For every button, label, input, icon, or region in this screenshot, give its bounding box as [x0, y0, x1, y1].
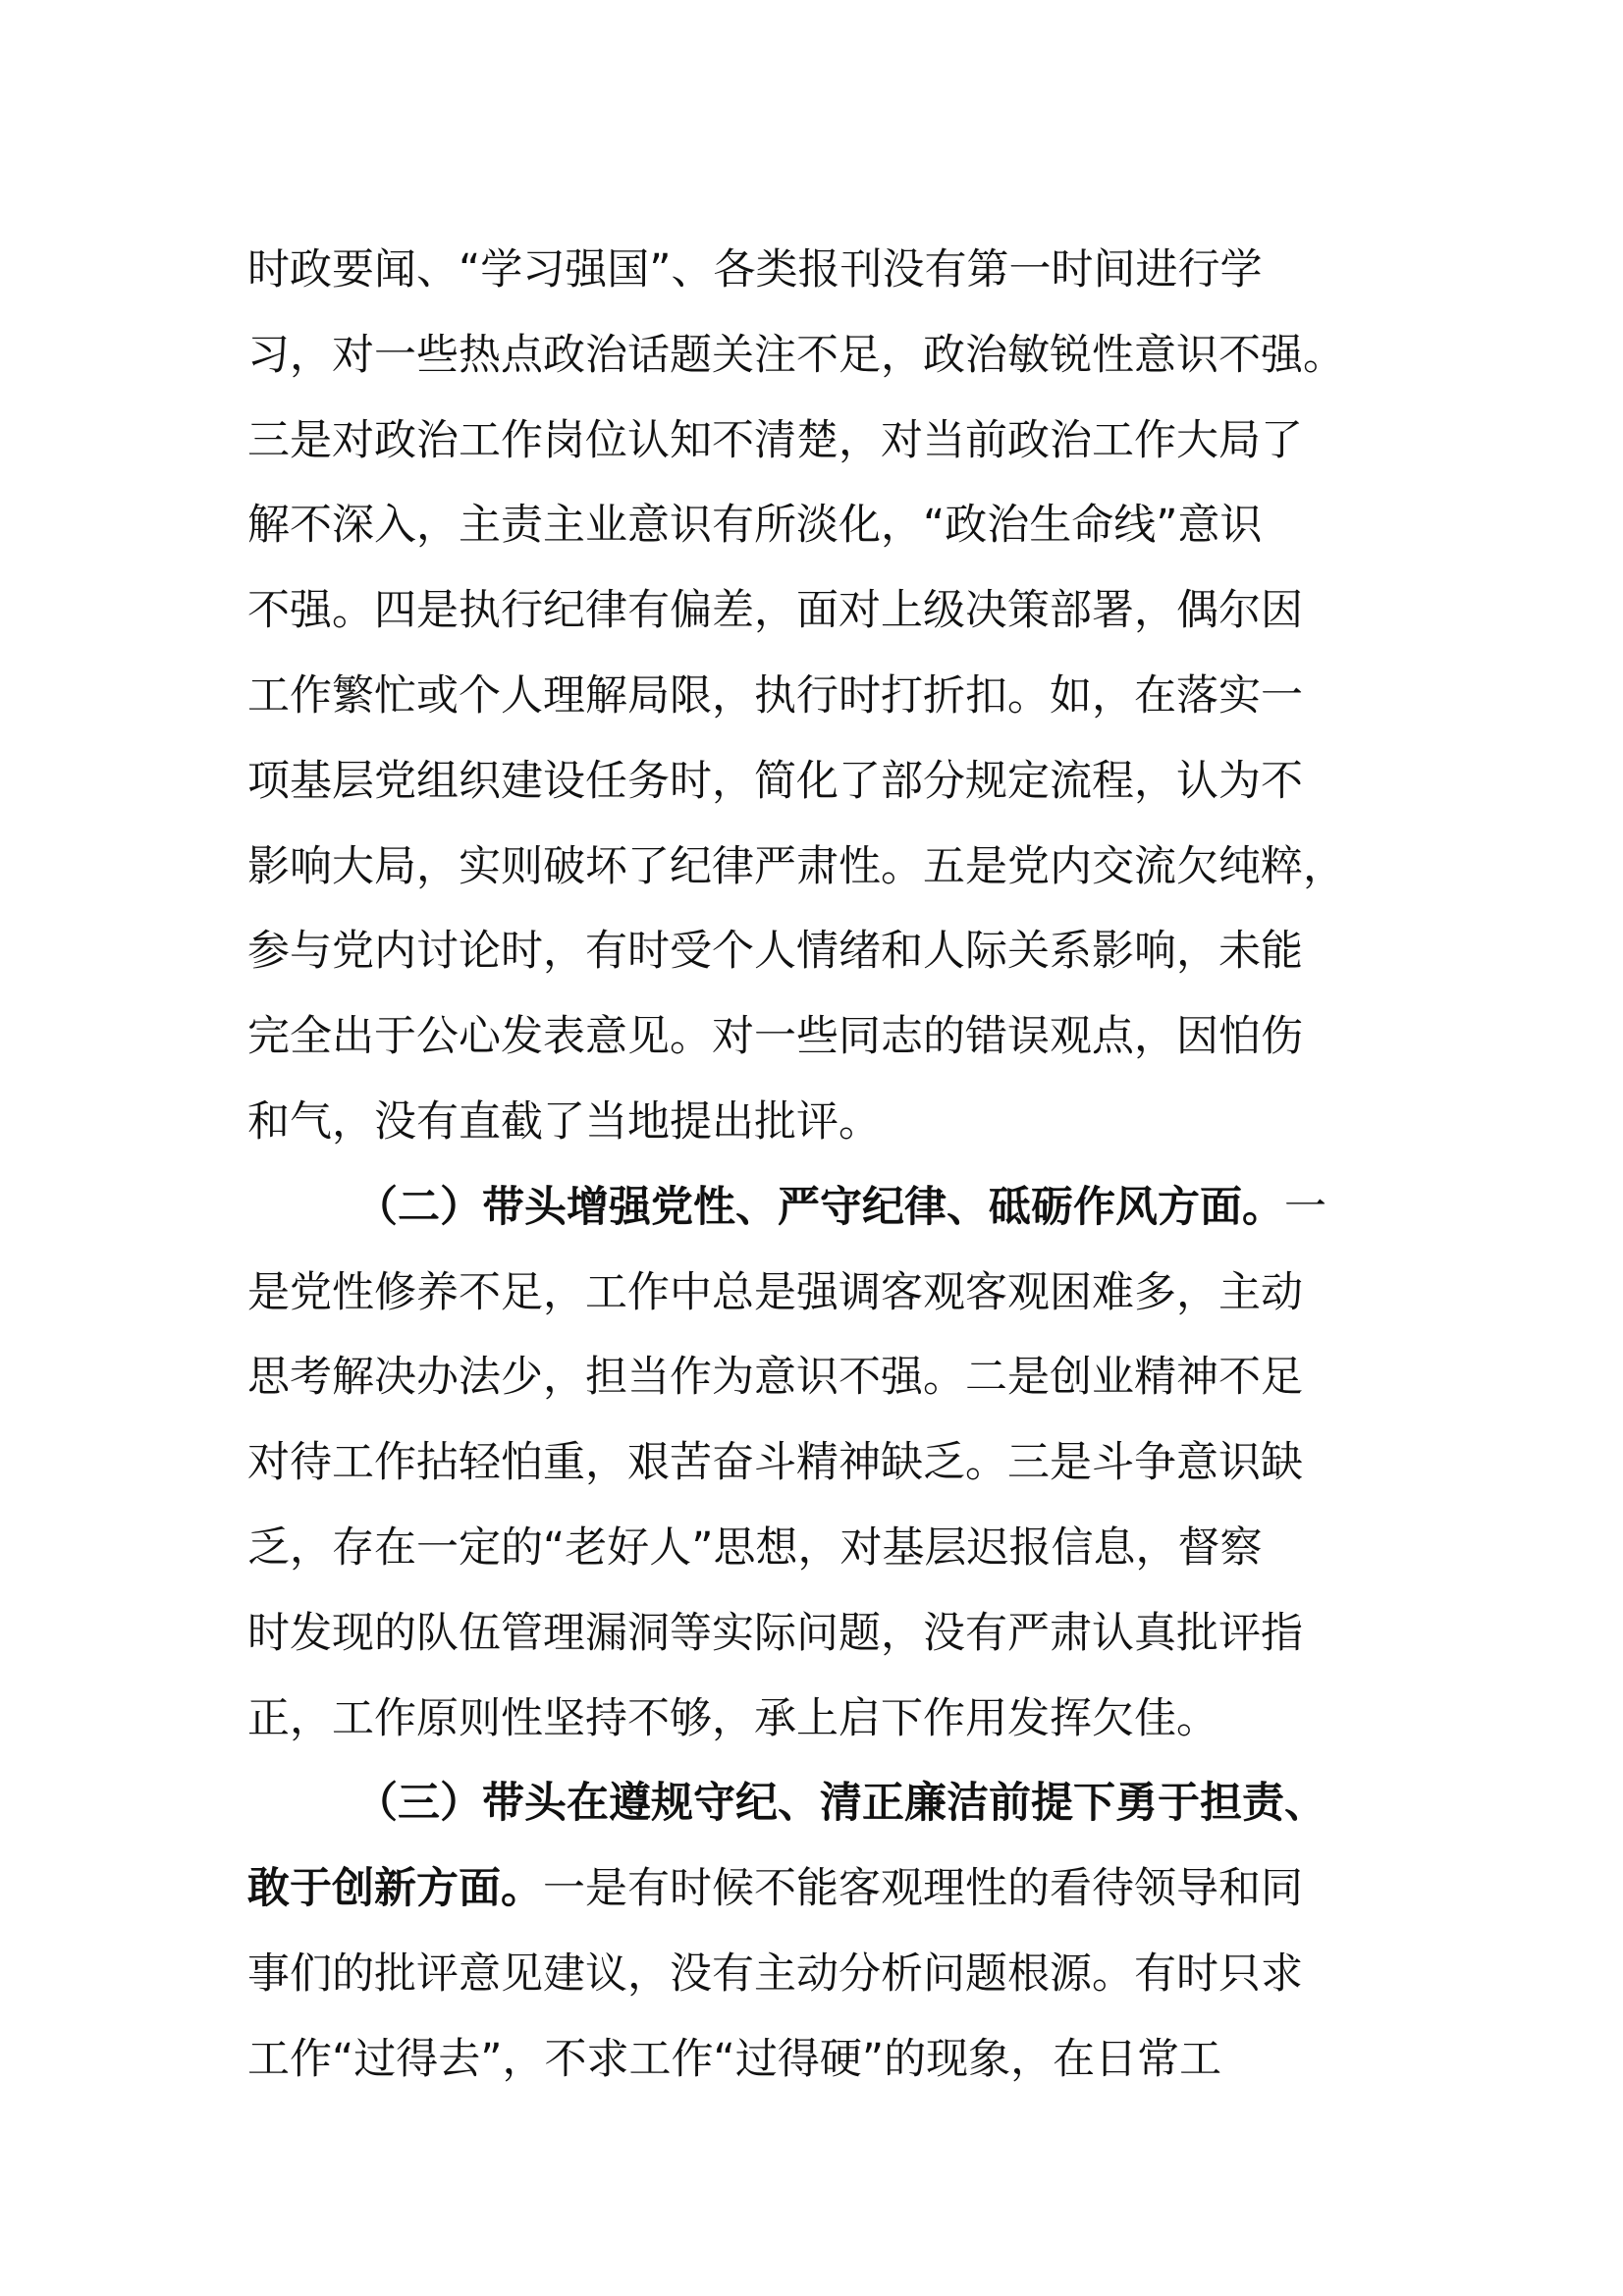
- section-2-first-line: [247, 1165, 1386, 1251]
- section-3-heading-part1: （三）带头在遵规守纪、清正廉洁前提下勇于担责、: [355, 1779, 1326, 1829]
- text-line: 完全出于公心发表意见。对一些同志的错误观点，因怕伤: [247, 1012, 1303, 1062]
- text-line: 和气，没有直截了当地提出批评。: [247, 1096, 881, 1147]
- text-line: 习，对一些热点政治话题关注不足，政治敏锐性意识不强。: [247, 330, 1345, 380]
- text-line: 是党性修养不足，工作中总是强调客观客观困难多，主动: [247, 1267, 1303, 1317]
- text-line: 乏，存在一定的“老好人”思想，对基层迟报信息，督察: [247, 1522, 1263, 1573]
- text-line: 正，工作原则性坚持不够，承上启下作用发挥欠佳。: [247, 1693, 1218, 1743]
- document-body: [247, 228, 1386, 2103]
- section-3-second-line: [247, 1846, 1386, 1932]
- text-line: 工作“过得去”，不求工作“过得硬”的现象，在日常工: [247, 2034, 1222, 2084]
- text-line: 对待工作拈轻怕重，艰苦奋斗精神缺乏。三是斗争意识缺: [247, 1438, 1303, 1488]
- section-2-first-line-rest: 一: [1284, 1182, 1326, 1232]
- section-3-second-line-rest: 一是有时候不能客观理性的看待领导和同: [543, 1864, 1303, 1914]
- section-3-first-line: [247, 1761, 1386, 1846]
- text-line: 时发现的队伍管理漏洞等实际问题，没有严肃认真批评指: [247, 1608, 1303, 1658]
- section-2-heading: （二）带头增强党性、严守纪律、砥砺作风方面。: [355, 1182, 1284, 1232]
- section-3-heading-part2: 敢于创新方面。: [247, 1864, 543, 1914]
- text-line: 影响大局，实则破坏了纪律严肃性。五是党内交流欠纯粹，: [247, 841, 1345, 891]
- text-line: 思考解决办法少，担当作为意识不强。二是创业精神不足: [247, 1353, 1303, 1403]
- text-line: 三是对政治工作岗位认知不清楚，对当前政治工作大局了: [247, 415, 1303, 465]
- text-line: 不强。四是执行纪律有偏差，面对上级决策部署，偶尔因: [247, 586, 1303, 636]
- text-line: 解不深入，主责主业意识有所淡化，“政治生命线”意识: [247, 501, 1263, 551]
- text-line: 事们的批评意见建议，没有主动分析问题根源。有时只求: [247, 1949, 1303, 1999]
- text-line: 时政要闻、“学习强国”、各类报刊没有第一时间进行学: [247, 245, 1263, 294]
- text-line: 参与党内讨论时，有时受个人情绪和人际关系影响，未能: [247, 927, 1303, 977]
- text-line: 工作繁忙或个人理解局限，执行时打折扣。如，在落实一: [247, 670, 1303, 721]
- text-line: 项基层党组织建设任务时，简化了部分规定流程，认为不: [247, 756, 1303, 806]
